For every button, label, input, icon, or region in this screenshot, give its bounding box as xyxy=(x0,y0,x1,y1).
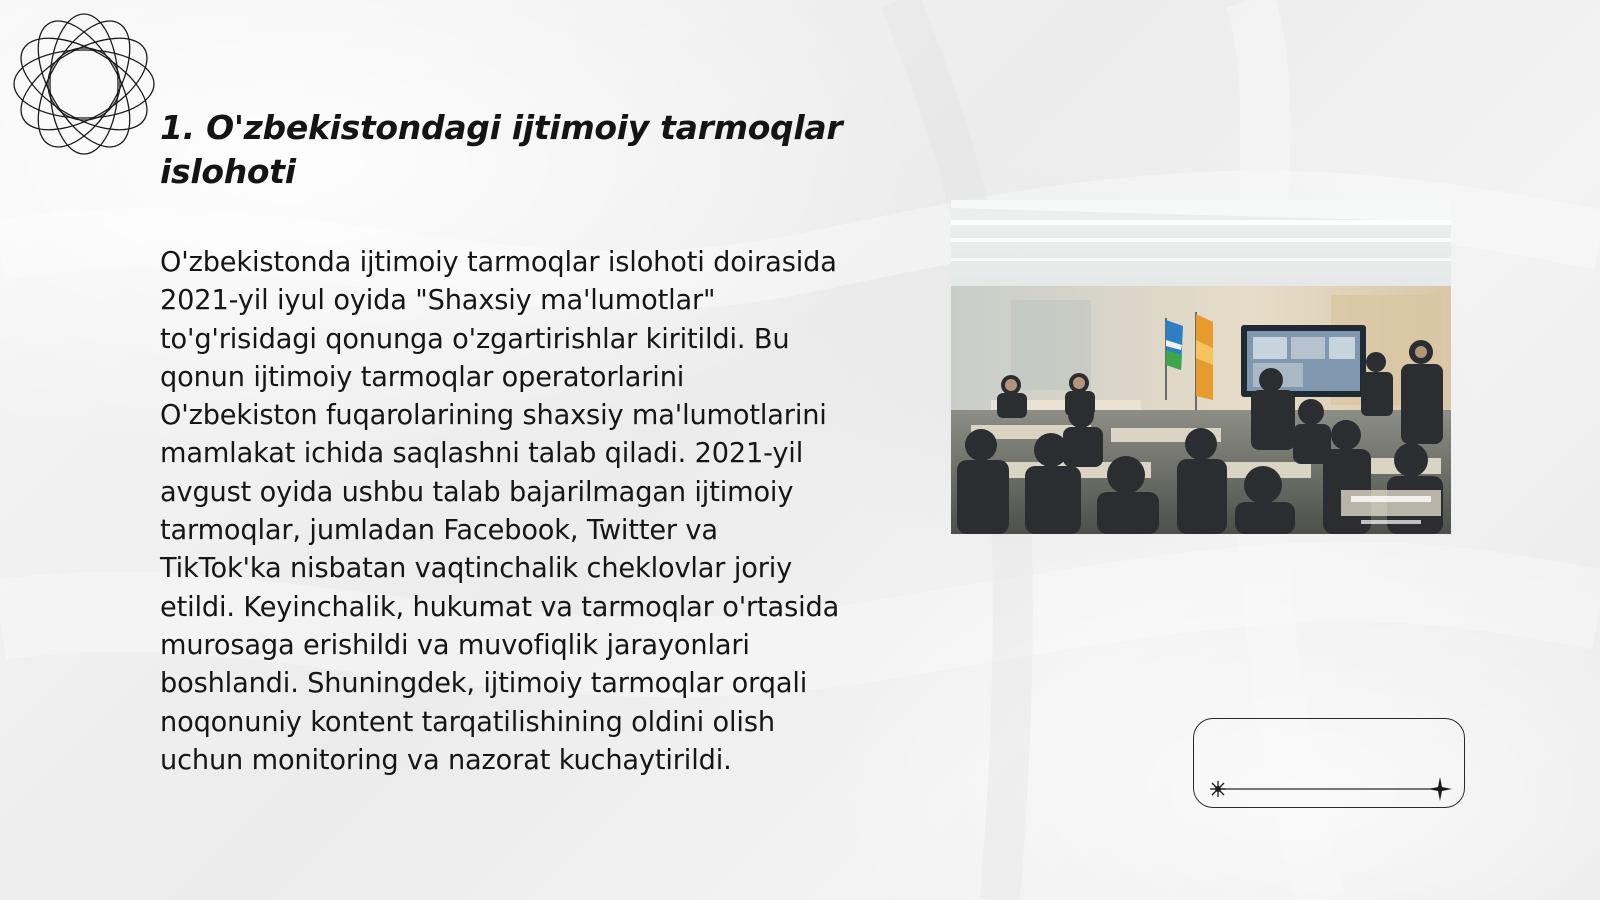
slide-title: 1. O'zbekistondagi ijtimoiy tarmoqlar islohoti xyxy=(160,108,843,191)
four-point-star-icon xyxy=(1194,719,1466,809)
slide-body-text: O'zbekistonda ijtimoiy tarmoqlar islohoti doirasida 2021-yil iyul oyida "Shaxsiy ma'lumotlar" to'g'risidagi qonunga o'zgartirishlar kiritildi. Bu qonun ijtimoiy tarmoqlar operatorlarini O'zbekiston fuqarolarining shaxsiy ma'lumotlarini mamlakat ichida saqlashni talab qiladi. 2021-yil avgust oyida ushbu talab bajarilmagan ijtimoiy tarmoqlar, jumladan Facebook, Twitter va TikTok'ka nisbatan vaqtinchalik cheklovlar joriy etildi. Keyinchalik, hukumat va tarmoqlar o'rtasida murosaga erishildi va muvofiqlik jarayonlari boshlandi. Shuningdek, ijtimoiy tarmoqlar orqali noqonuniy kontent tarqatilishining oldini olish uchun monitoring va nazorat kuchaytirildi. xyxy=(160,247,840,776)
orbit-circles-icon xyxy=(10,10,158,158)
meeting-photo xyxy=(951,200,1451,534)
decorative-frame xyxy=(1193,718,1465,808)
